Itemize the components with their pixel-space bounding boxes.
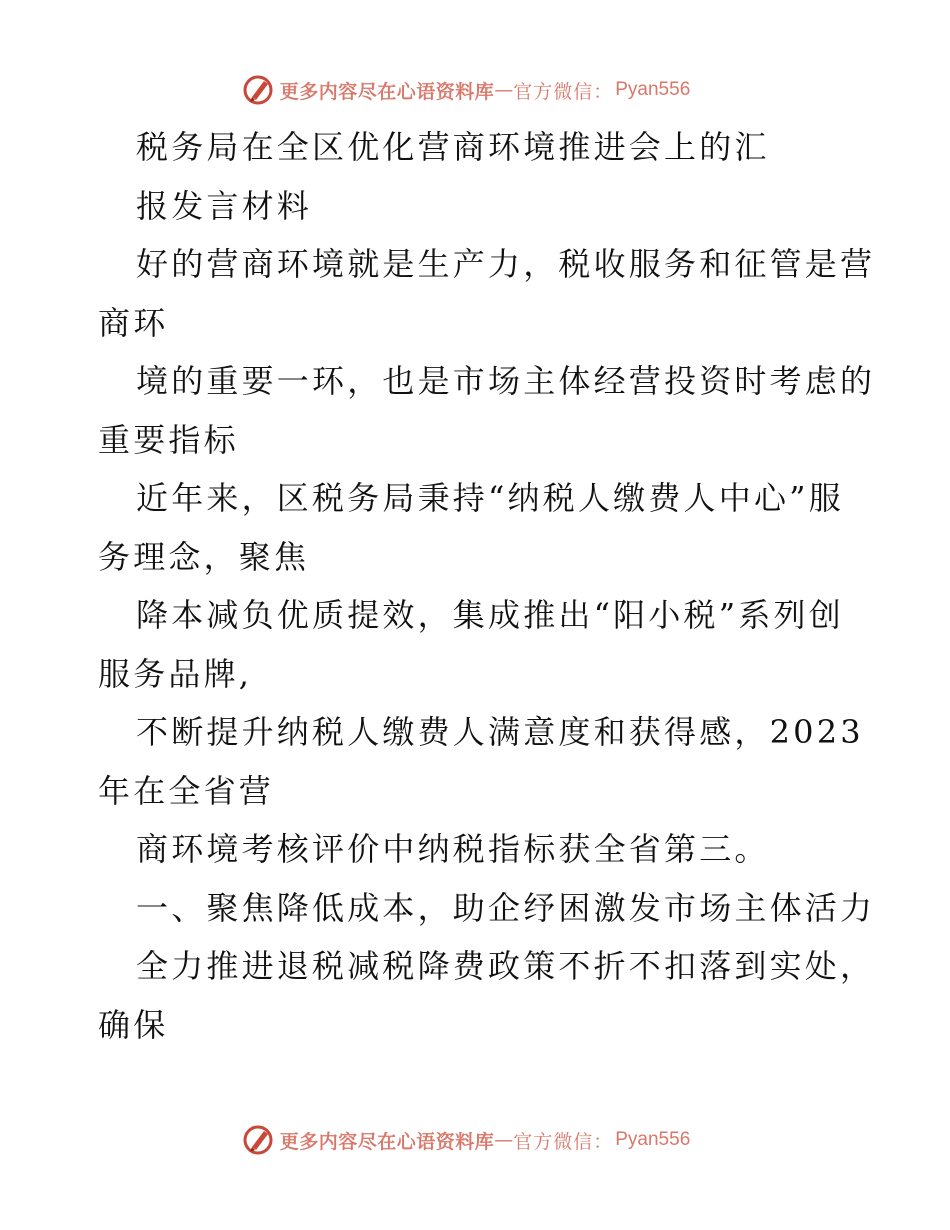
pen-logo-icon: [242, 1123, 276, 1157]
text-line: 报发言材料: [136, 186, 313, 225]
text-line: 好的营商环境就是生产力，税收服务和征管是营: [136, 245, 876, 283]
watermark-dash: —: [494, 79, 514, 101]
section-heading: 一、聚焦降低成本，助企纾困激发市场主体活力: [136, 888, 876, 927]
pen-logo-icon: [242, 73, 276, 107]
text-line: 降本减负优质提效，集成推出“阳小税”系列创: [136, 596, 844, 634]
text-line: 境的重要一环，也是市场主体经营投资时考虑的: [136, 362, 876, 400]
text-line: 全力推进退税减税降费政策不折不扣落到实处，: [136, 947, 876, 985]
text-line: 务理念，聚焦: [98, 537, 310, 576]
watermark-title: 更多内容尽在心语资料库: [279, 80, 495, 103]
watermark-wechat-id: Pyan556: [615, 1129, 691, 1150]
text-line: 商环: [98, 303, 169, 342]
watermark-title: 更多内容尽在心语资料库: [279, 1130, 495, 1153]
text-line: 商环境考核评价中纳税指标获全省第三。: [136, 830, 770, 868]
text-line: 近年来，区税务局秉持“纳税人缴费人中心”服: [136, 479, 844, 517]
watermark-wechat-id: Pyan556: [615, 79, 691, 100]
watermark-wechat-label: 官方微信：: [513, 1130, 614, 1153]
watermark-wechat-label: 官方微信：: [513, 80, 614, 103]
header-watermark: [0, 70, 950, 110]
watermark-dash: —: [494, 1129, 514, 1151]
text-line: 税务局在全区优化营商环境推进会上的汇: [136, 128, 770, 166]
text-line: 确保: [98, 1005, 169, 1044]
footer-watermark: [0, 1120, 950, 1160]
text-line: 重要指标: [98, 420, 239, 459]
text-line: 不断提升纳税人缴费人满意度和获得感，2023: [136, 713, 864, 751]
text-line: 服务品牌,: [98, 654, 253, 693]
document-body: [98, 118, 876, 1054]
text-line: 年在全省营: [98, 771, 275, 810]
